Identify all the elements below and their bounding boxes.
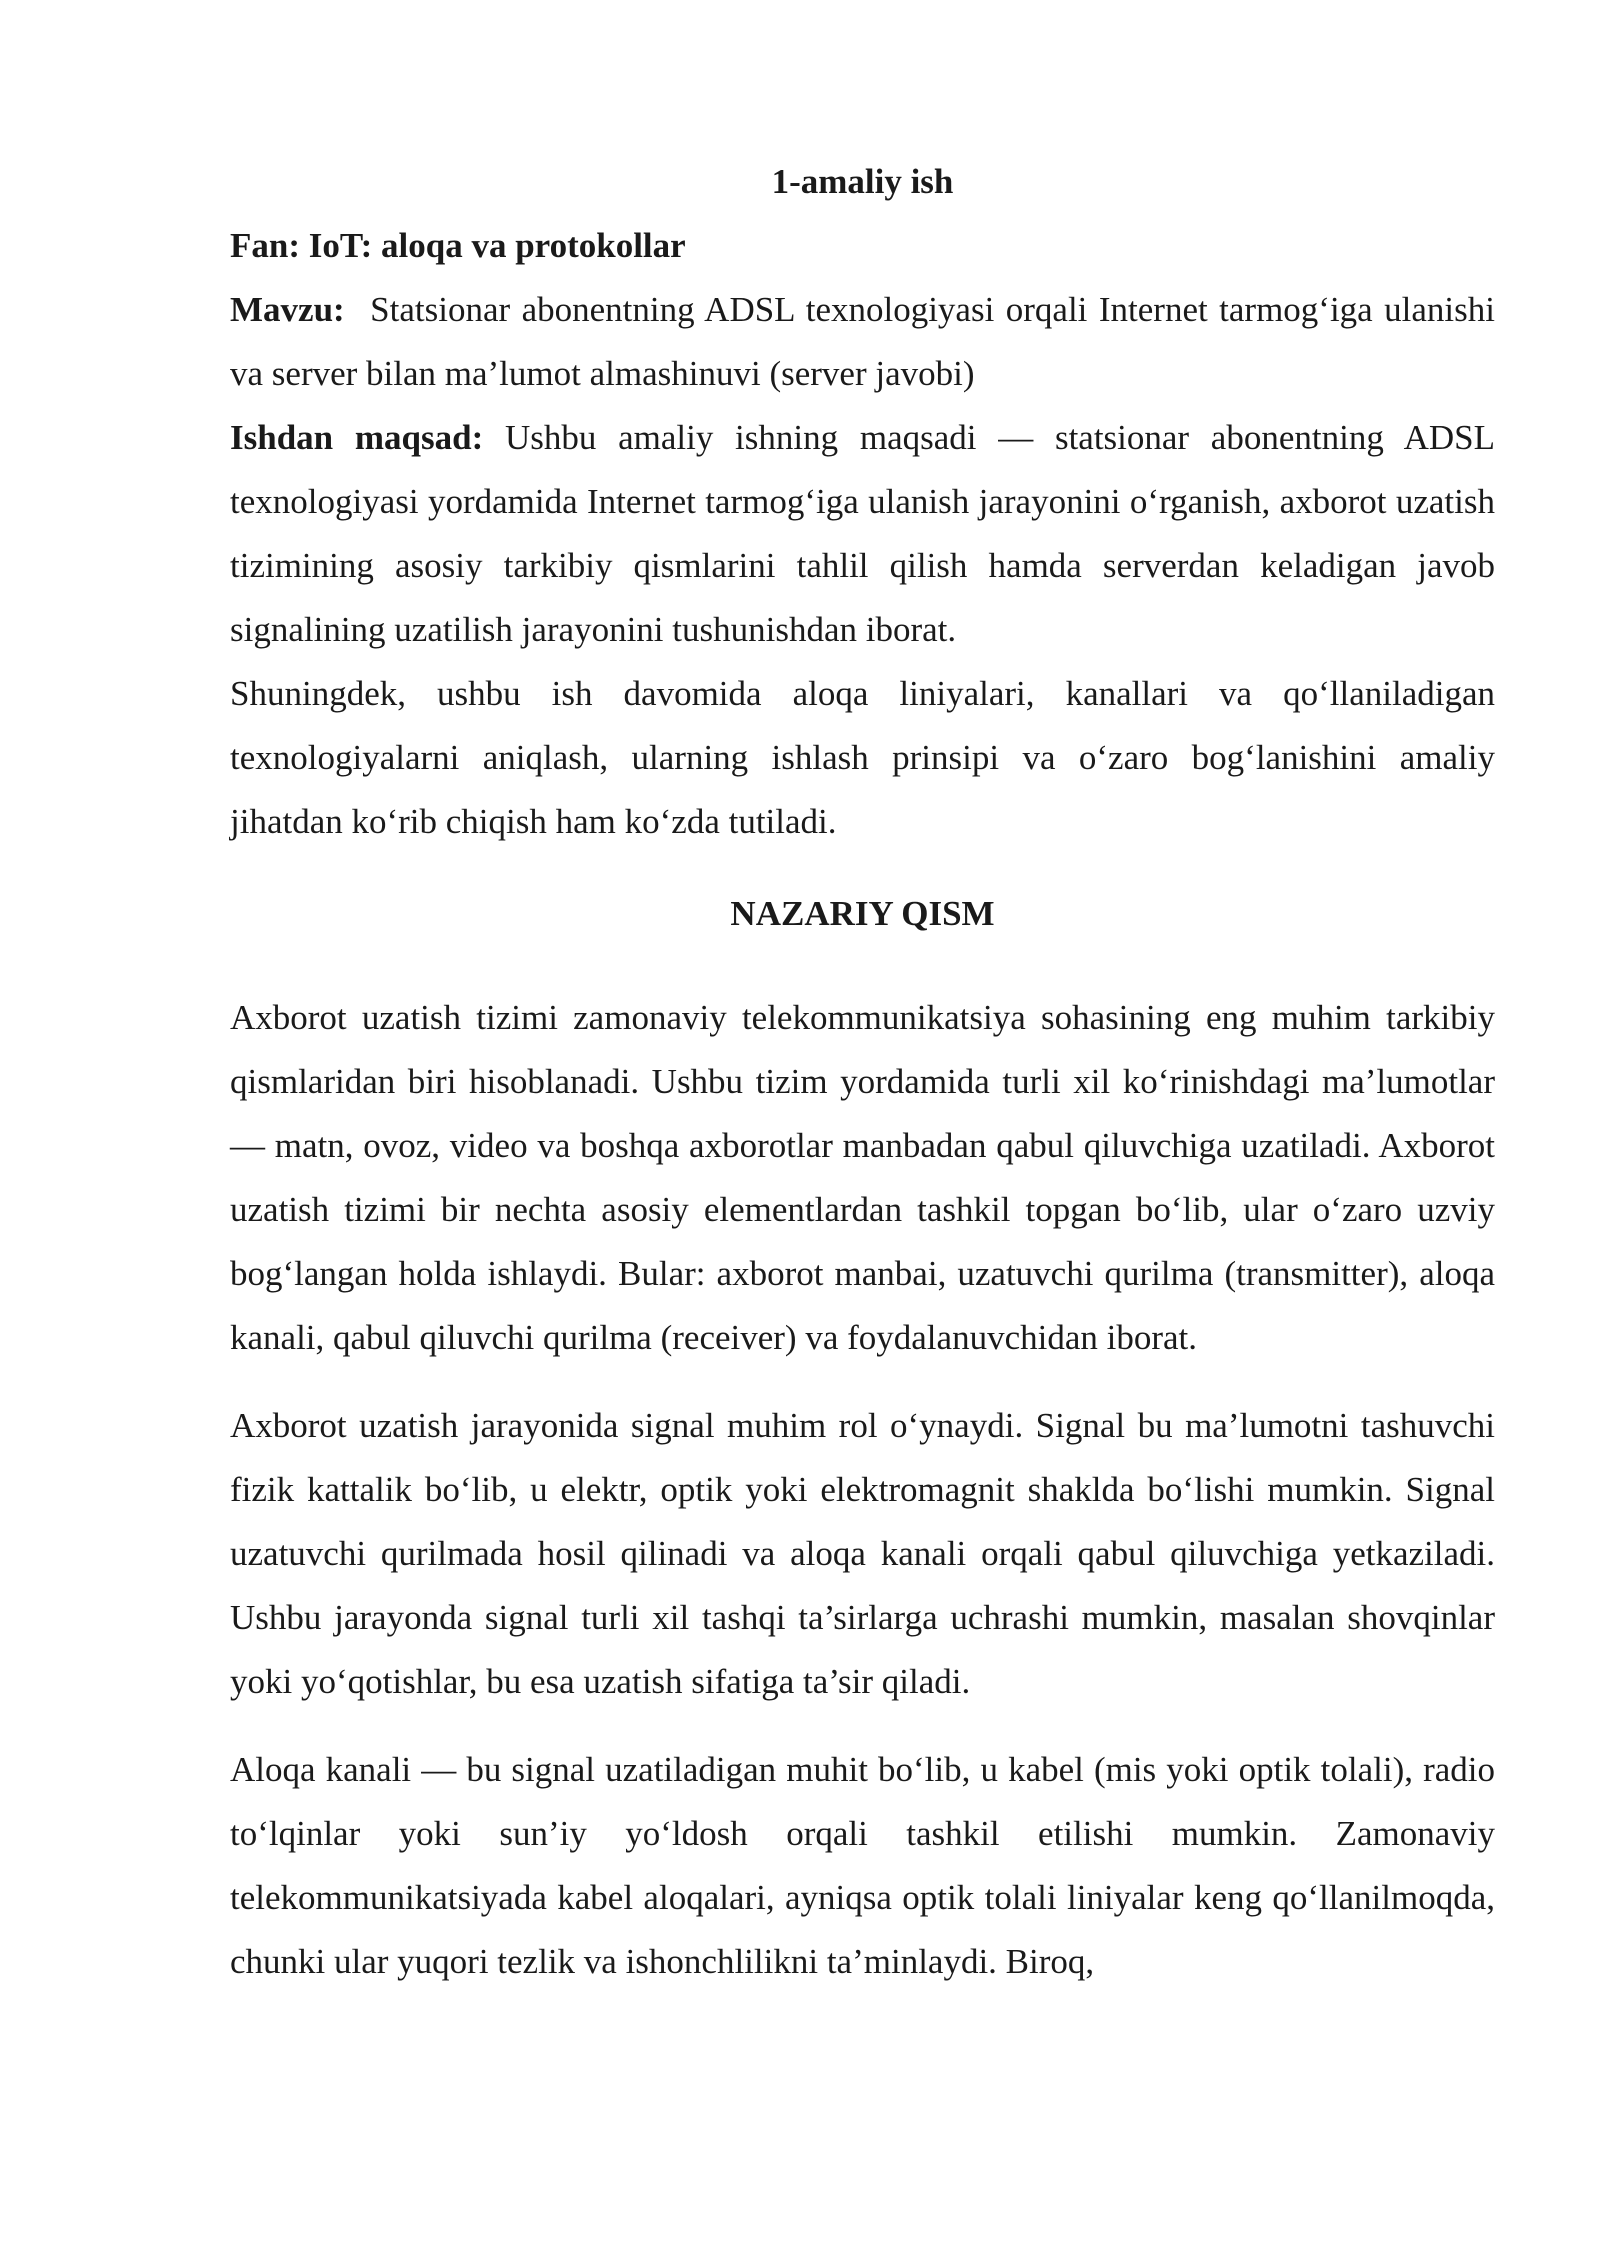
document-title: 1-amaliy ish <box>771 162 954 201</box>
goal-label: Ishdan maqsad: <box>230 418 484 457</box>
goal-paragraph-2: Shuningdek, ushbu ish davomida aloqa liniyalari, kanallari va qo‘llaniladigan texnologiyalarni aniqlash, ularning ishlash prinsipi va o‘zaro bog‘lanishini amaliy jihatdan ko‘rib chiqish ham ko‘zda tutiladi. <box>230 674 1495 841</box>
topic-text: Statsionar abonentning ADSL texnologiyasi orqali Internet tarmog‘iga ulanishi va server bilan ma’lumot almashinuvi (server javobi) <box>230 290 1495 393</box>
subject-label: Fan: IoT: aloqa va protokollar <box>230 226 686 265</box>
topic-paragraph <box>230 278 1495 406</box>
topic-label: Mavzu: <box>230 290 345 329</box>
theory-paragraph-3: Aloqa kanali — bu signal uzatiladigan muhit bo‘lib, u kabel (mis yoki optik tolali), radio to‘lqinlar yoki sun’iy yo‘ldosh orqali tashkil etilishi mumkin. Zamonaviy telekommunikatsiyada kabel aloqalari, ayniqsa optik tolali liniyalar keng qo‘llanilmoqda, chunki ular yuqori tezlik va ishonchlilikni ta’minlaydi. Biroq, <box>230 1750 1495 1981</box>
subject-line <box>230 214 1495 278</box>
theory-paragraph-2: Axborot uzatish jarayonida signal muhim rol o‘ynaydi. Signal bu ma’lumotni tashuvchi fizik kattalik bo‘lib, u elektr, optik yoki elektromagnit shaklda bo‘lishi mumkin. Signal uzatuvchi qurilmada hosil qilinadi va aloqa kanali orqali qabul qiluvchiga yetkaziladi. Ushbu jarayonda signal turli xil tashqi ta’sirlarga uchrashi mumkin, masalan shovqinlar yoki yo‘qotishlar, bu esa uzatish sifatiga ta’sir qiladi. <box>230 1406 1495 1701</box>
section-heading: NAZARIY QISM <box>730 894 995 933</box>
goal-paragraph <box>230 406 1495 662</box>
theory-paragraph-1: Axborot uzatish tizimi zamonaviy telekommunikatsiya sohasining eng muhim tarkibiy qismlaridan biri hisoblanadi. Ushbu tizim yordamida turli xil ko‘rinishdagi ma’lumotlar — matn, ovoz, video va boshqa axborotlar manbadan qabul qiluvchiga uzatiladi. Axborot uzatish tizimi bir nechta asosiy elementlardan tashkil topgan bo‘lib, ular o‘zaro uzviy bog‘langan holda ishlaydi. Bular: axborot manbai, uzatuvchi qurilma (transmitter), aloqa kanali, qabul qiluvchi qurilma (receiver) va foydalanuvchidan iborat. <box>230 998 1495 1357</box>
document-page <box>230 150 1495 1994</box>
goal-text: Ushbu amaliy ishning maqsadi — statsionar abonentning ADSL texnologiyasi yordamida Internet tarmog‘iga ulanish jarayonini o‘rganish, axborot uzatish tizimining asosiy tarkibiy qismlarini tahlil qilish hamda serverdan keladigan javob signalining uzatilish jarayonini tushunishdan iborat. <box>230 418 1496 649</box>
